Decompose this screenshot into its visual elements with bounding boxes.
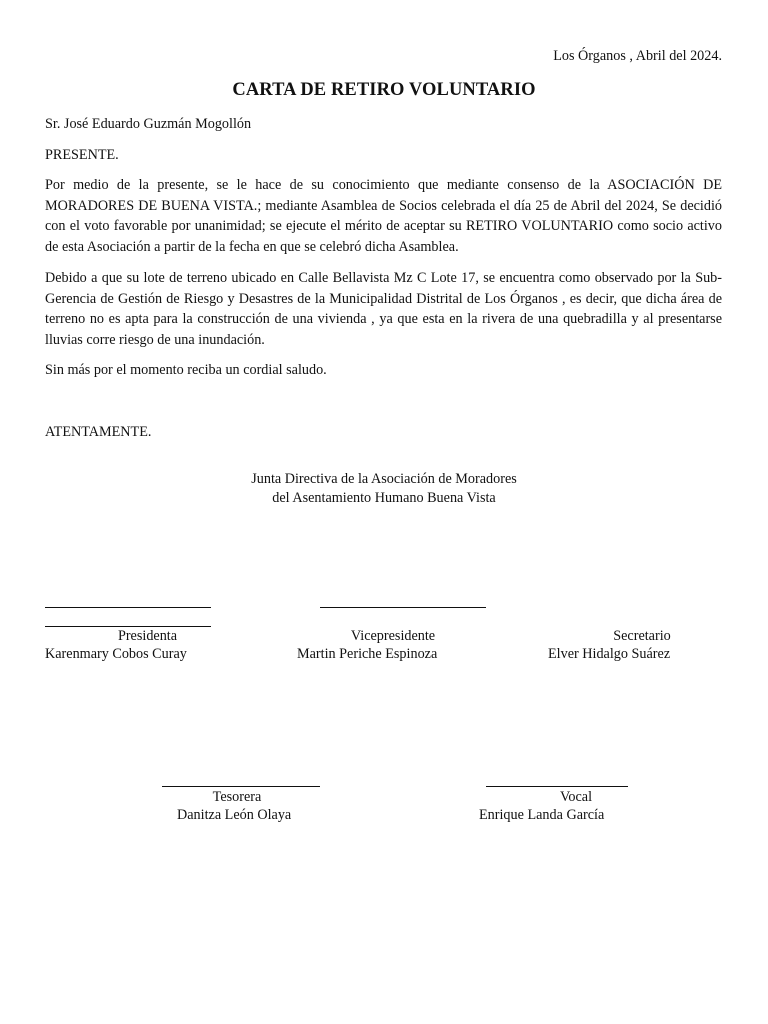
role-secretario: Secretario (613, 628, 671, 644)
recipient: Sr. José Eduardo Guzmán Mogollón (45, 116, 252, 132)
body-paragraph-1: Por medio de la presente, se le hace de su conocimiento que mediante consenso de la ASOCIACIÓN DE MORADORES DE BUENA VISTA.; mediante Asamblea de Socios celebrada el día 25 de Abril del 2024, Se decidió con el voto favorable por unanimidad; se ejecute el mérito de aceptar su RETIRO VOLUNTARIO como socio activo de esta Asociación a partir de la fecha en que se celebró dicha Asamblea. (45, 177, 722, 255)
closing: ATENTAMENTE. (45, 424, 152, 440)
name-vocal: Enrique Landa García (479, 807, 605, 823)
name-presidenta: Karenmary Cobos Curay (45, 646, 187, 662)
role-vocal: Vocal (559, 789, 593, 805)
closing-line: Sin más por el momento reciba un cordial saludo. (45, 362, 327, 378)
name-tesorera: Danitza León Olaya (177, 807, 292, 823)
name-vicepresidente: Martin Periche Espinoza (297, 646, 438, 662)
board-line-1: Junta Directiva de la Asociación de Moradores (251, 471, 517, 487)
salutation: PRESENTE. (45, 147, 119, 163)
role-presidenta: Presidenta (117, 628, 178, 644)
signature-line-vicepresidente (320, 607, 486, 608)
signature-line-presidenta (45, 607, 211, 608)
role-tesorera: Tesorera (212, 789, 262, 805)
body-paragraph-2: Debido a que su lote de terreno ubicado en Calle Bellavista Mz C Lote 17, se encuentra como observado por la Sub-Gerencia de Gestión de Riesgo y Desastres de la Municipalidad Distrital de Los Órganos , es decir, que dicha área de terreno no es apta para la construcción de una vivienda , ya que esta en la rivera de una quebradilla y al presentarse lluvias corre riesgo de una inundación. (45, 270, 722, 348)
board-line-2: del Asentamiento Humano Buena Vista (272, 490, 496, 506)
signature-line-tesorera (162, 786, 320, 787)
name-secretario: Elver Hidalgo Suárez (548, 646, 671, 662)
role-vicepresidente: Vicepresidente (350, 628, 436, 644)
board-signature-heading (0, 470, 768, 508)
letter-title: CARTA DE RETIRO VOLUNTARIO (232, 80, 536, 100)
place-date: Los Órganos , Abril del 2024. (553, 48, 722, 64)
signature-line-vocal (486, 786, 628, 787)
